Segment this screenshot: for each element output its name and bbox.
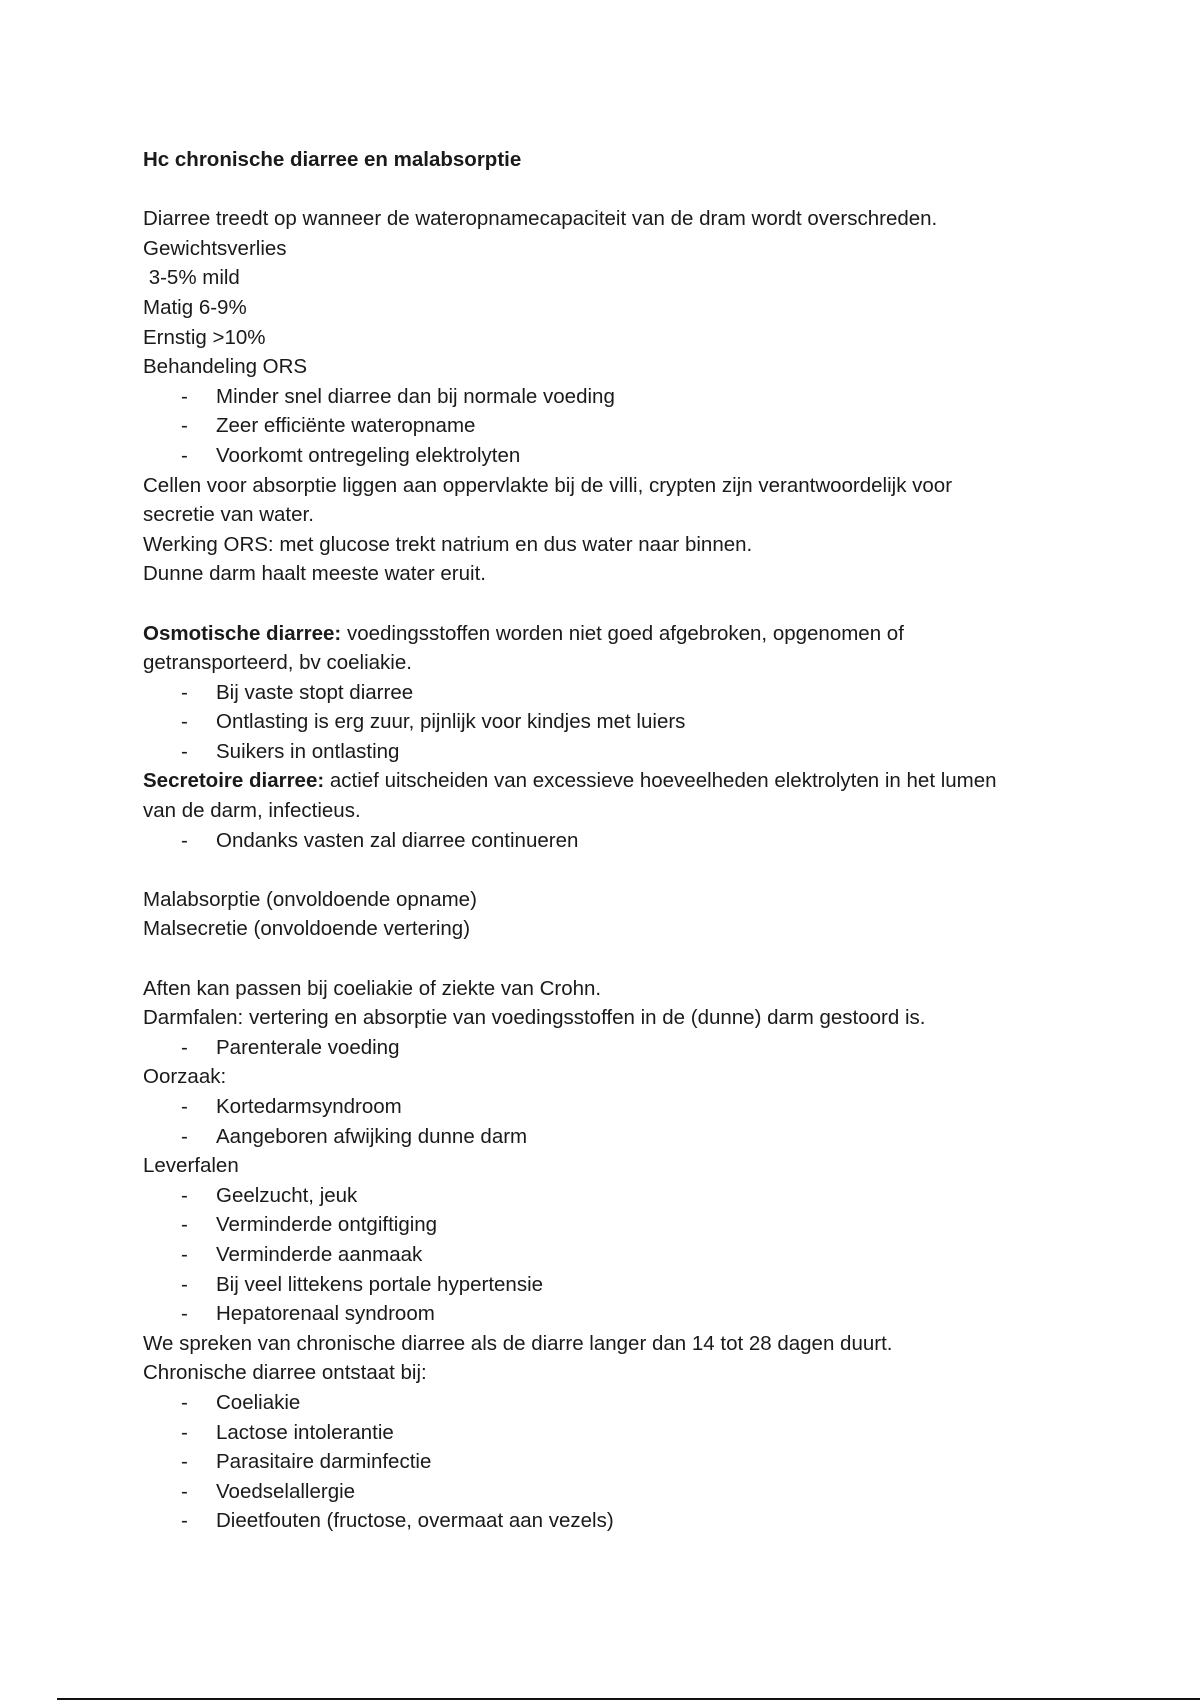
dash-bullet: - (181, 680, 188, 704)
chronic-definition-line: We spreken van chronische diarree als de diarre langer dan 14 tot 28 dagen duurt. (143, 1331, 893, 1355)
intestinal-failure-line: Darmfalen: vertering en absorptie van voedingsstoffen in de (dunne) darm gestoord is. (143, 1006, 926, 1030)
weight-loss-label: Gewichtsverlies (143, 236, 287, 260)
intro-line: Diarree treedt op wanneer de wateropnamecapaciteit van de dram wordt overschreden. (143, 207, 938, 231)
cells-line: Cellen voor absorptie liggen aan oppervlakte bij de villi, crypten zijn verantwoordelijk voor (143, 473, 953, 497)
list-item: - Parasitaire darminfectie (143, 1447, 1073, 1477)
osmotic-definition: Osmotische diarree: voedingsstoffen worden niet goed afgebroken, opgenomen of (143, 621, 904, 645)
document-title: Hc chronische diarree en malabsorptie (143, 148, 522, 171)
dash-bullet: - (181, 1479, 188, 1503)
list-item: - Bij veel littekens portale hypertensie (143, 1270, 1073, 1300)
dash-bullet: - (181, 710, 188, 734)
spacer (143, 589, 1073, 619)
list-item: - Parenterale voeding (143, 1033, 1073, 1063)
malabsorption-line: Malabsorptie (onvoldoende opname) (143, 887, 477, 911)
list-item: - Ontlasting is erg zuur, pijnlijk voor kindjes met luiers (143, 707, 1073, 737)
intestinal-failure-list (143, 1033, 1073, 1063)
spacer (143, 855, 1073, 885)
cause-list (143, 1092, 1073, 1151)
aphthae-line: Aften kan passen bij coeliakie of ziekte van Crohn. (143, 976, 602, 1000)
dash-bullet: - (181, 1390, 188, 1414)
list-item: - Minder snel diarree dan bij normale voeding (143, 382, 1073, 412)
chronic-causes-label: Chronische diarree ontstaat bij: (143, 1361, 427, 1385)
cause-label: Oorzaak: (143, 1065, 227, 1089)
dash-bullet: - (181, 1183, 188, 1207)
small-intestine-line: Dunne darm haalt meeste water eruit. (143, 562, 486, 586)
list-item: - Suikers in ontlasting (143, 737, 1073, 767)
dash-bullet: - (181, 1420, 188, 1444)
dash-bullet: - (181, 739, 188, 763)
ors-treatment-label: Behandeling ORS (143, 355, 308, 379)
dash-bullet: - (181, 443, 188, 467)
dash-bullet: - (181, 414, 188, 438)
list-item: - Verminderde aanmaak (143, 1240, 1073, 1270)
liver-failure-list (143, 1181, 1073, 1329)
ors-benefits-list (143, 382, 1073, 471)
spacer (143, 944, 1073, 974)
dash-bullet: - (181, 828, 188, 852)
dash-bullet: - (181, 1242, 188, 1266)
list-item: - Lactose intolerantie (143, 1418, 1073, 1448)
list-item: - Dieetfouten (fructose, overmaat aan vezels) (143, 1506, 1073, 1536)
osmotic-definition-continued: getransporteerd, bv coeliakie. (143, 651, 412, 675)
list-item: - Verminderde ontgiftiging (143, 1210, 1073, 1240)
liver-failure-label: Leverfalen (143, 1154, 239, 1178)
dash-bullet: - (181, 1272, 188, 1296)
ors-working-line: Werking ORS: met glucose trekt natrium en dus water naar binnen. (143, 532, 753, 556)
secretory-definition-continued: van de darm, infectieus. (143, 799, 361, 823)
dash-bullet: - (181, 1213, 188, 1237)
dash-bullet: - (181, 1035, 188, 1059)
list-item: - Bij vaste stopt diarree (143, 678, 1073, 708)
list-item: - Aangeboren afwijking dunne darm (143, 1122, 1073, 1152)
chronic-causes-list (143, 1388, 1073, 1536)
dash-bullet: - (181, 1124, 188, 1148)
list-item: - Zeer efficiënte wateropname (143, 411, 1073, 441)
list-item: - Voedselallergie (143, 1477, 1073, 1507)
list-item: - Voorkomt ontregeling elektrolyten (143, 441, 1073, 471)
list-item: - Geelzucht, jeuk (143, 1181, 1073, 1211)
secretory-definition: Secretoire diarree: actief uitscheiden van excessieve hoeveelheden elektrolyten in het lumen (143, 769, 997, 793)
weight-loss-mild: 3-5% mild (143, 266, 240, 290)
secretory-list (143, 826, 1073, 856)
weight-loss-severe: Ernstig >10% (143, 325, 266, 349)
dash-bullet: - (181, 1302, 188, 1326)
cells-line-continued: secretie van water. (143, 503, 314, 527)
dash-bullet: - (181, 1095, 188, 1118)
list-item: - Hepatorenaal syndroom (143, 1299, 1073, 1329)
malsecretion-line: Malsecretie (onvoldoende vertering) (143, 917, 471, 941)
dash-bullet: - (181, 1509, 188, 1533)
osmotic-term: Osmotische diarree: (143, 621, 342, 645)
list-item: - Ondanks vasten zal diarree continueren (143, 826, 1073, 856)
dash-bullet: - (181, 1450, 188, 1474)
document-page (143, 145, 1073, 1536)
spacer (143, 175, 1073, 205)
osmotic-list (143, 678, 1073, 767)
list-item: - Kortedarmsyndroom (143, 1092, 1073, 1122)
list-item: - Coeliakie (143, 1388, 1073, 1418)
weight-loss-moderate: Matig 6-9% (143, 295, 247, 319)
dash-bullet: - (181, 384, 188, 408)
secretory-term: Secretoire diarree: (143, 769, 325, 793)
